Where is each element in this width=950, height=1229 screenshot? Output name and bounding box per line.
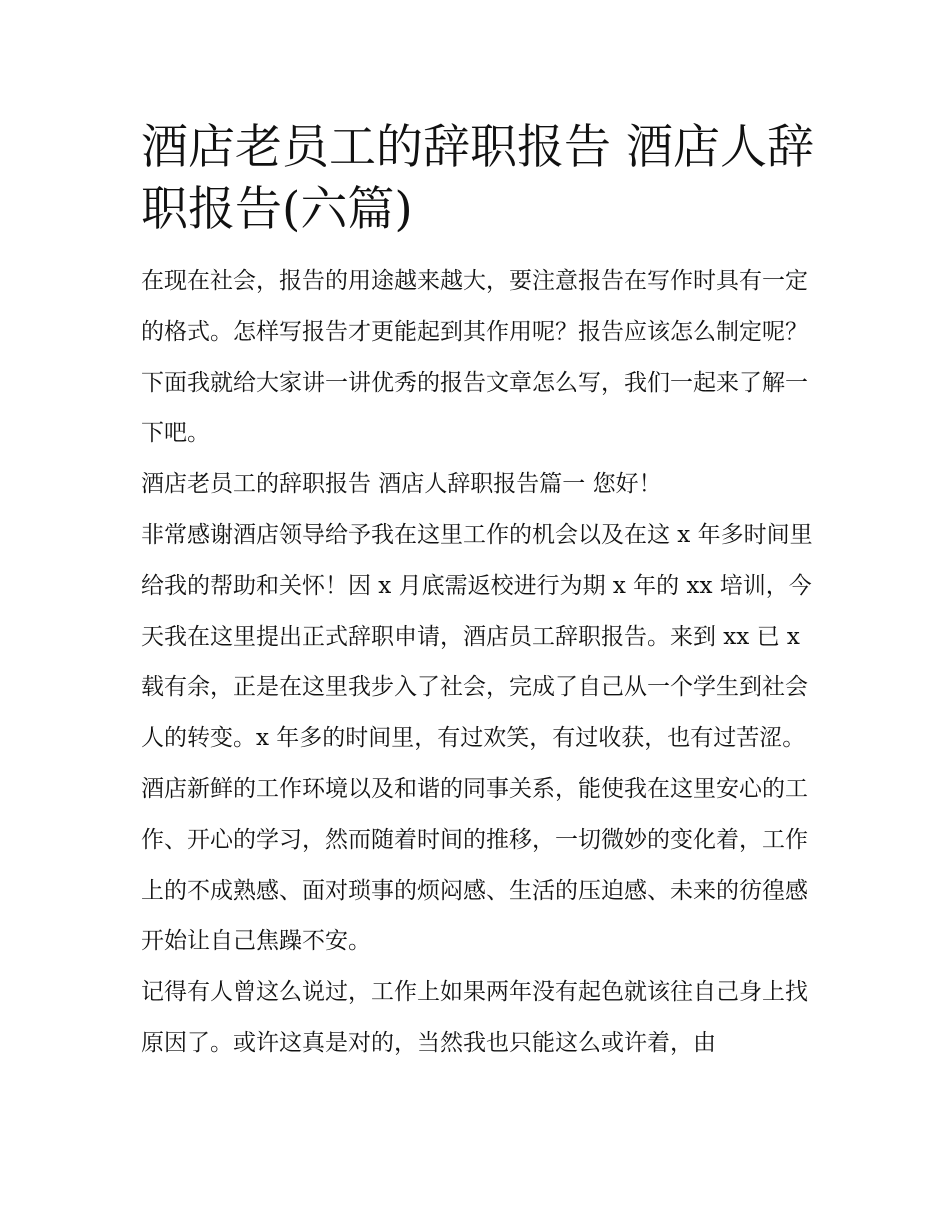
paragraph-section-heading: 酒店老员工的辞职报告 酒店人辞职报告篇一 您好！	[141, 471, 662, 498]
paragraph-body: 非常感谢酒店领导给予我在这里工作的机会以及在这 x 年多时间里给我的帮助和关怀！因 x 月底需返校进行为期 x 年的 xx 培训，今天我在这里提出正式辞职申请，酒店员工辞职报告。来到 xx 已 x 载有余，正是在这里我步入了社会，完成了自己从一个学生到社会人的转变。x 年多的时间里，有过欢笑，有过收获，也有过苦涩。酒店新鲜的工作环境以及和谐的同事关系，能使我在这里安心的工作、开心的学习，然而随着时间的推移，一切微妙的变化着，工作上的不成熟感、面对琐事的烦闷感、生活的压迫感、未来的彷徨感开始让自己焦躁不安。	[141, 521, 813, 955]
document-content	[141, 117, 821, 1069]
document-body	[141, 256, 821, 1069]
document-title: 酒店老员工的辞职报告 酒店人辞职报告(六篇)	[141, 120, 814, 237]
paragraph-continued: 记得有人曾这么说过，工作上如果两年没有起色就该往自己身上找原因了。或许这真是对的，当然我也只能这么或许着，由	[141, 979, 808, 1056]
paragraph-intro: 在现在社会，报告的用途越来越大，要注意报告在写作时具有一定的格式。怎样写报告才更能起到其作用呢？报告应该怎么制定呢？下面我就给大家讲一讲优秀的报告文章怎么写，我们一起来了解一下吧。	[141, 268, 808, 447]
